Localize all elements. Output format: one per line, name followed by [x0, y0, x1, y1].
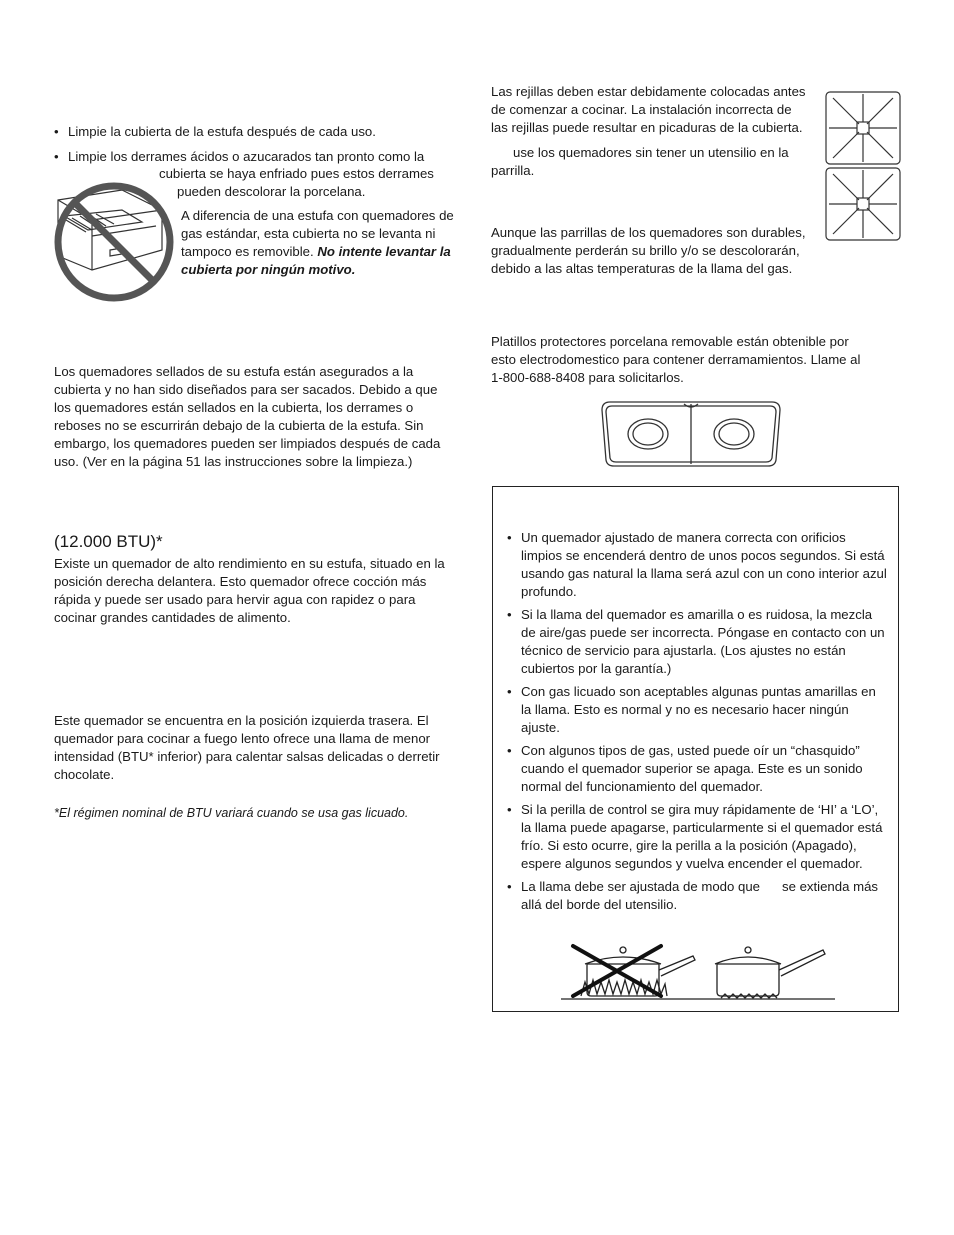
flame-sub: • Si la llama del quemador es amarilla o es ruidosa, la mezcla de aire/gas puede ser incorrecta. Póngase en contacto con un técnico de servicio para ajustarla. (Los ajustes no están cubiertos por la garantía.) — [507, 606, 887, 678]
flame-bullet: • Si la perilla de control se gira muy rápidamente de ‘HI’ a ‘LO’, la llama puede apagarse, particularmente si el quemador está frío. Si esto ocurre, gire la perilla a la posición (Apagado), espere algunos segundos y vuelva encender el quemador. — [507, 801, 887, 873]
flame-bullet: • Un quemador ajustado de manera correcta con orificios limpios se encenderá dentro de unos pocos segundos. Si está usando gas natural la llama será azul con un cono interior azul profundo. — [507, 529, 887, 601]
sealed-burners-text: Los quemadores sellados de su estufa están asegurados a la cubierta y no han sido diseñados para ser sacados. Debido a que los quemadores están sellados en la cubierta, los derrames o reboses no se escurrirán debajo de la cubierta de la estufa. Sin embargo, los quemadores pueden ser limpiados después de cada uso. (Ver en la página 51 las instrucciones sobre la limpieza.) — [54, 364, 441, 469]
btu-footnote: *El régimen nominal de BTU variará cuando se usa gas licuado. — [54, 805, 409, 820]
grates-text: Las rejillas deben estar debidamente colocadas antes de comenzar a cocinar. La instalación incorrecta de las rejillas puede resultar en picaduras de la cubierta. — [491, 84, 806, 135]
drip-pan-illustration — [600, 398, 782, 470]
no-lift-cooktop-illustration — [52, 180, 178, 304]
flame-bullet: • Con algunos tipos de gas, usted puede oír un “chasquido” cuando el quemador superior se apaga. Este es un sonido normal del funcionamiento del quemador. — [507, 742, 887, 796]
burner-grates-illustration — [824, 90, 902, 242]
flame-bullets — [507, 529, 887, 919]
flame-pots-illustration — [561, 942, 837, 1002]
btu-heading: (12.000 BTU)* — [54, 532, 163, 551]
care-bullet: • Limpie los derrames ácidos o azucarados tan pronto como la — [54, 148, 454, 166]
cooktop-note: A diferencia de una estufa con quemadores de gas estándar, esta cubierta no se levanta ni tampoco es removible. No intente levantar la cubierta por ningún motivo. — [181, 208, 454, 277]
simmer-burner-text: Este quemador se encuentra en la posición izquierda trasera. El quemador para cocinar a fuego lento ofrece una llama de menor intensidad (BTU* inferior) para calentar salsas delicadas o derretir chocolate. — [54, 713, 440, 782]
grates-use-text: use los quemadores sin tener un utensilio en la parrilla. — [491, 145, 789, 178]
high-output-burner-text: Existe un quemador de alto rendimiento en su estufa, situado en la posición derecha delantera. Esto quemador ofrece cocción más rápida y puede ser usado para hervir agua con rapidez o para cocinar grandes cantidades de alimento. — [54, 556, 445, 625]
care-bullet-continued: cubierta se haya enfriado pues estos derrames — [159, 166, 434, 181]
care-bullet-continued: pueden descolorar la porcelana. — [177, 184, 366, 199]
flame-sub: • Con gas licuado son aceptables algunas puntas amarillas en la llama. Esto es normal y no es necesario hacer ningún ajuste. — [507, 683, 887, 737]
grates-durable-text: Aunque las parrillas de los quemadores son durables, gradualmente perderán su brillo y/o se descolorarán, debido a las altas temperaturas de la llama del gas. — [491, 225, 806, 276]
cooktop-warning: No intente levantar la cubierta por ningún motivo. — [181, 244, 451, 277]
drip-pans-text: Platillos protectores porcelana removable están obtenible por esto electrodomestico para contener derramamientos. Llame al 1-800-688-8408 para solicitarlos. — [491, 334, 861, 385]
care-bullets — [54, 123, 454, 166]
care-bullet: • Limpie la cubierta de la estufa después de cada uso. — [54, 123, 454, 141]
flame-bullet: • La llama debe ser ajustada de modo que se extienda más allá del borde del utensilio. — [507, 878, 887, 914]
flame-info-box — [492, 486, 899, 1012]
